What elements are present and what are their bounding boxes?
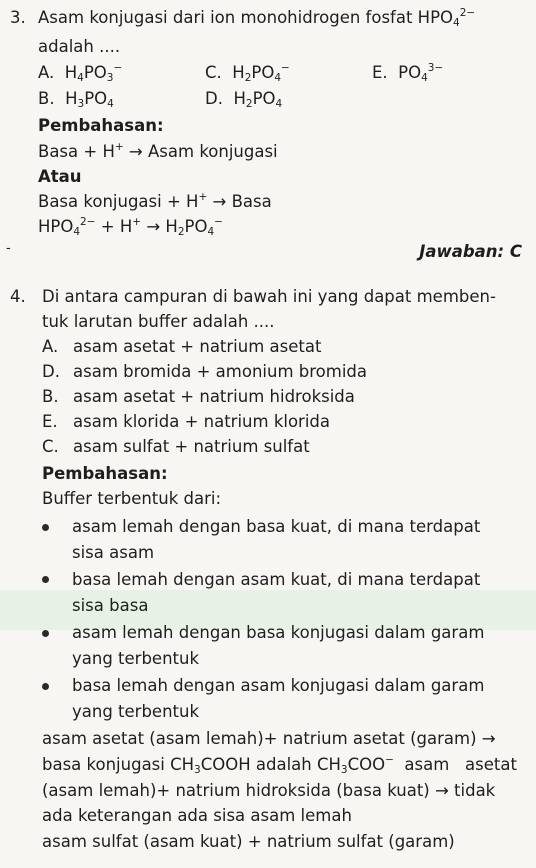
- q4-pembahasan-heading: Pembahasan:: [42, 464, 168, 483]
- q4-number: 4.: [10, 287, 26, 306]
- q4-option: C. asam sulfat + natrium sulfat: [42, 437, 310, 456]
- q4-bullet-1-line2: sisa asam: [72, 543, 155, 562]
- q3-option-a: A. $H_4PO_3^-$: [38, 62, 123, 84]
- q3-equation-1: Basa + H+ → Asam konjugasi: [38, 141, 278, 161]
- q4-stem-line1: Di antara campuran di bawah ini yang dapat memben-: [42, 287, 496, 306]
- q4-bullet-2-line1: basa lemah dengan asam kuat, di mana terdapat: [72, 570, 481, 589]
- q3-atau: Atau: [38, 167, 82, 186]
- q3-equation-3: $HPO_4^{2-} + H^+ \to H_2PO_4^-$: [38, 216, 223, 238]
- q4-explanation-line2: basa konjugasi $CH_3COOH$ adalah $CH_3COO^-$ asam asetat: [42, 754, 517, 776]
- q3-number: 3.: [10, 8, 26, 27]
- q3-answer: Jawaban: C: [419, 242, 522, 261]
- q4-bullet-1-line1: asam lemah dengan basa kuat, di mana terdapat: [72, 517, 481, 536]
- q3-stem-line2: adalah ....: [38, 37, 121, 56]
- q3-equation-2: Basa konjugasi + H+ → Basa: [38, 191, 272, 211]
- q4-explanation-line4: ada keterangan ada sisa asam lemah: [42, 806, 352, 825]
- q4-buffer-intro: Buffer terbentuk dari:: [42, 489, 222, 508]
- q4-option: E. asam klorida + natrium klorida: [42, 412, 331, 431]
- bullet-icon: [42, 576, 49, 583]
- q3-option-d: D. $H_2PO_4$: [205, 89, 283, 110]
- q4-option: A. asam asetat + natrium asetat: [42, 337, 322, 356]
- q4-bullet-4-line2: yang terbentuk: [72, 702, 200, 721]
- q3-stem-line1: Asam konjugasi dari ion monohidrogen fosfat $HPO_4^{2-}$: [38, 7, 476, 29]
- q4-stem-line2: tuk larutan buffer adalah ....: [42, 312, 275, 331]
- bullet-icon: [42, 630, 49, 637]
- q3-pembahasan-heading: Pembahasan:: [38, 116, 164, 135]
- bullet-icon: [42, 524, 49, 531]
- q4-explanation-line3: (asam lemah)+ natrium hidroksida (basa kuat) → tidak: [42, 781, 496, 800]
- q4-explanation-line5: asam sulfat (asam kuat) + natrium sulfat (garam): [42, 832, 455, 851]
- q4-option: D. asam bromida + amonium bromida: [42, 362, 368, 381]
- bullet-icon: [42, 683, 49, 690]
- q4-option: B. asam asetat + natrium hidroksida: [42, 387, 355, 406]
- q3-margin-dash: -: [6, 241, 11, 256]
- q4-bullet-3-line1: asam lemah dengan basa konjugasi dalam garam: [72, 623, 485, 642]
- q3-option-e: E. $PO_4^{3-}$: [372, 62, 444, 84]
- q4-bullet-3-line2: yang terbentuk: [72, 649, 200, 668]
- q3-option-b: B. $H_3PO_4$: [38, 89, 114, 110]
- q3-option-c: C. $H_2PO_4^-$: [205, 62, 290, 84]
- q4-bullet-2-line2: sisa basa: [72, 596, 149, 615]
- q4-bullet-4-line1: basa lemah dengan asam konjugasi dalam garam: [72, 676, 485, 695]
- q4-explanation-line1: asam asetat (asam lemah)+ natrium asetat (garam) →: [42, 729, 496, 748]
